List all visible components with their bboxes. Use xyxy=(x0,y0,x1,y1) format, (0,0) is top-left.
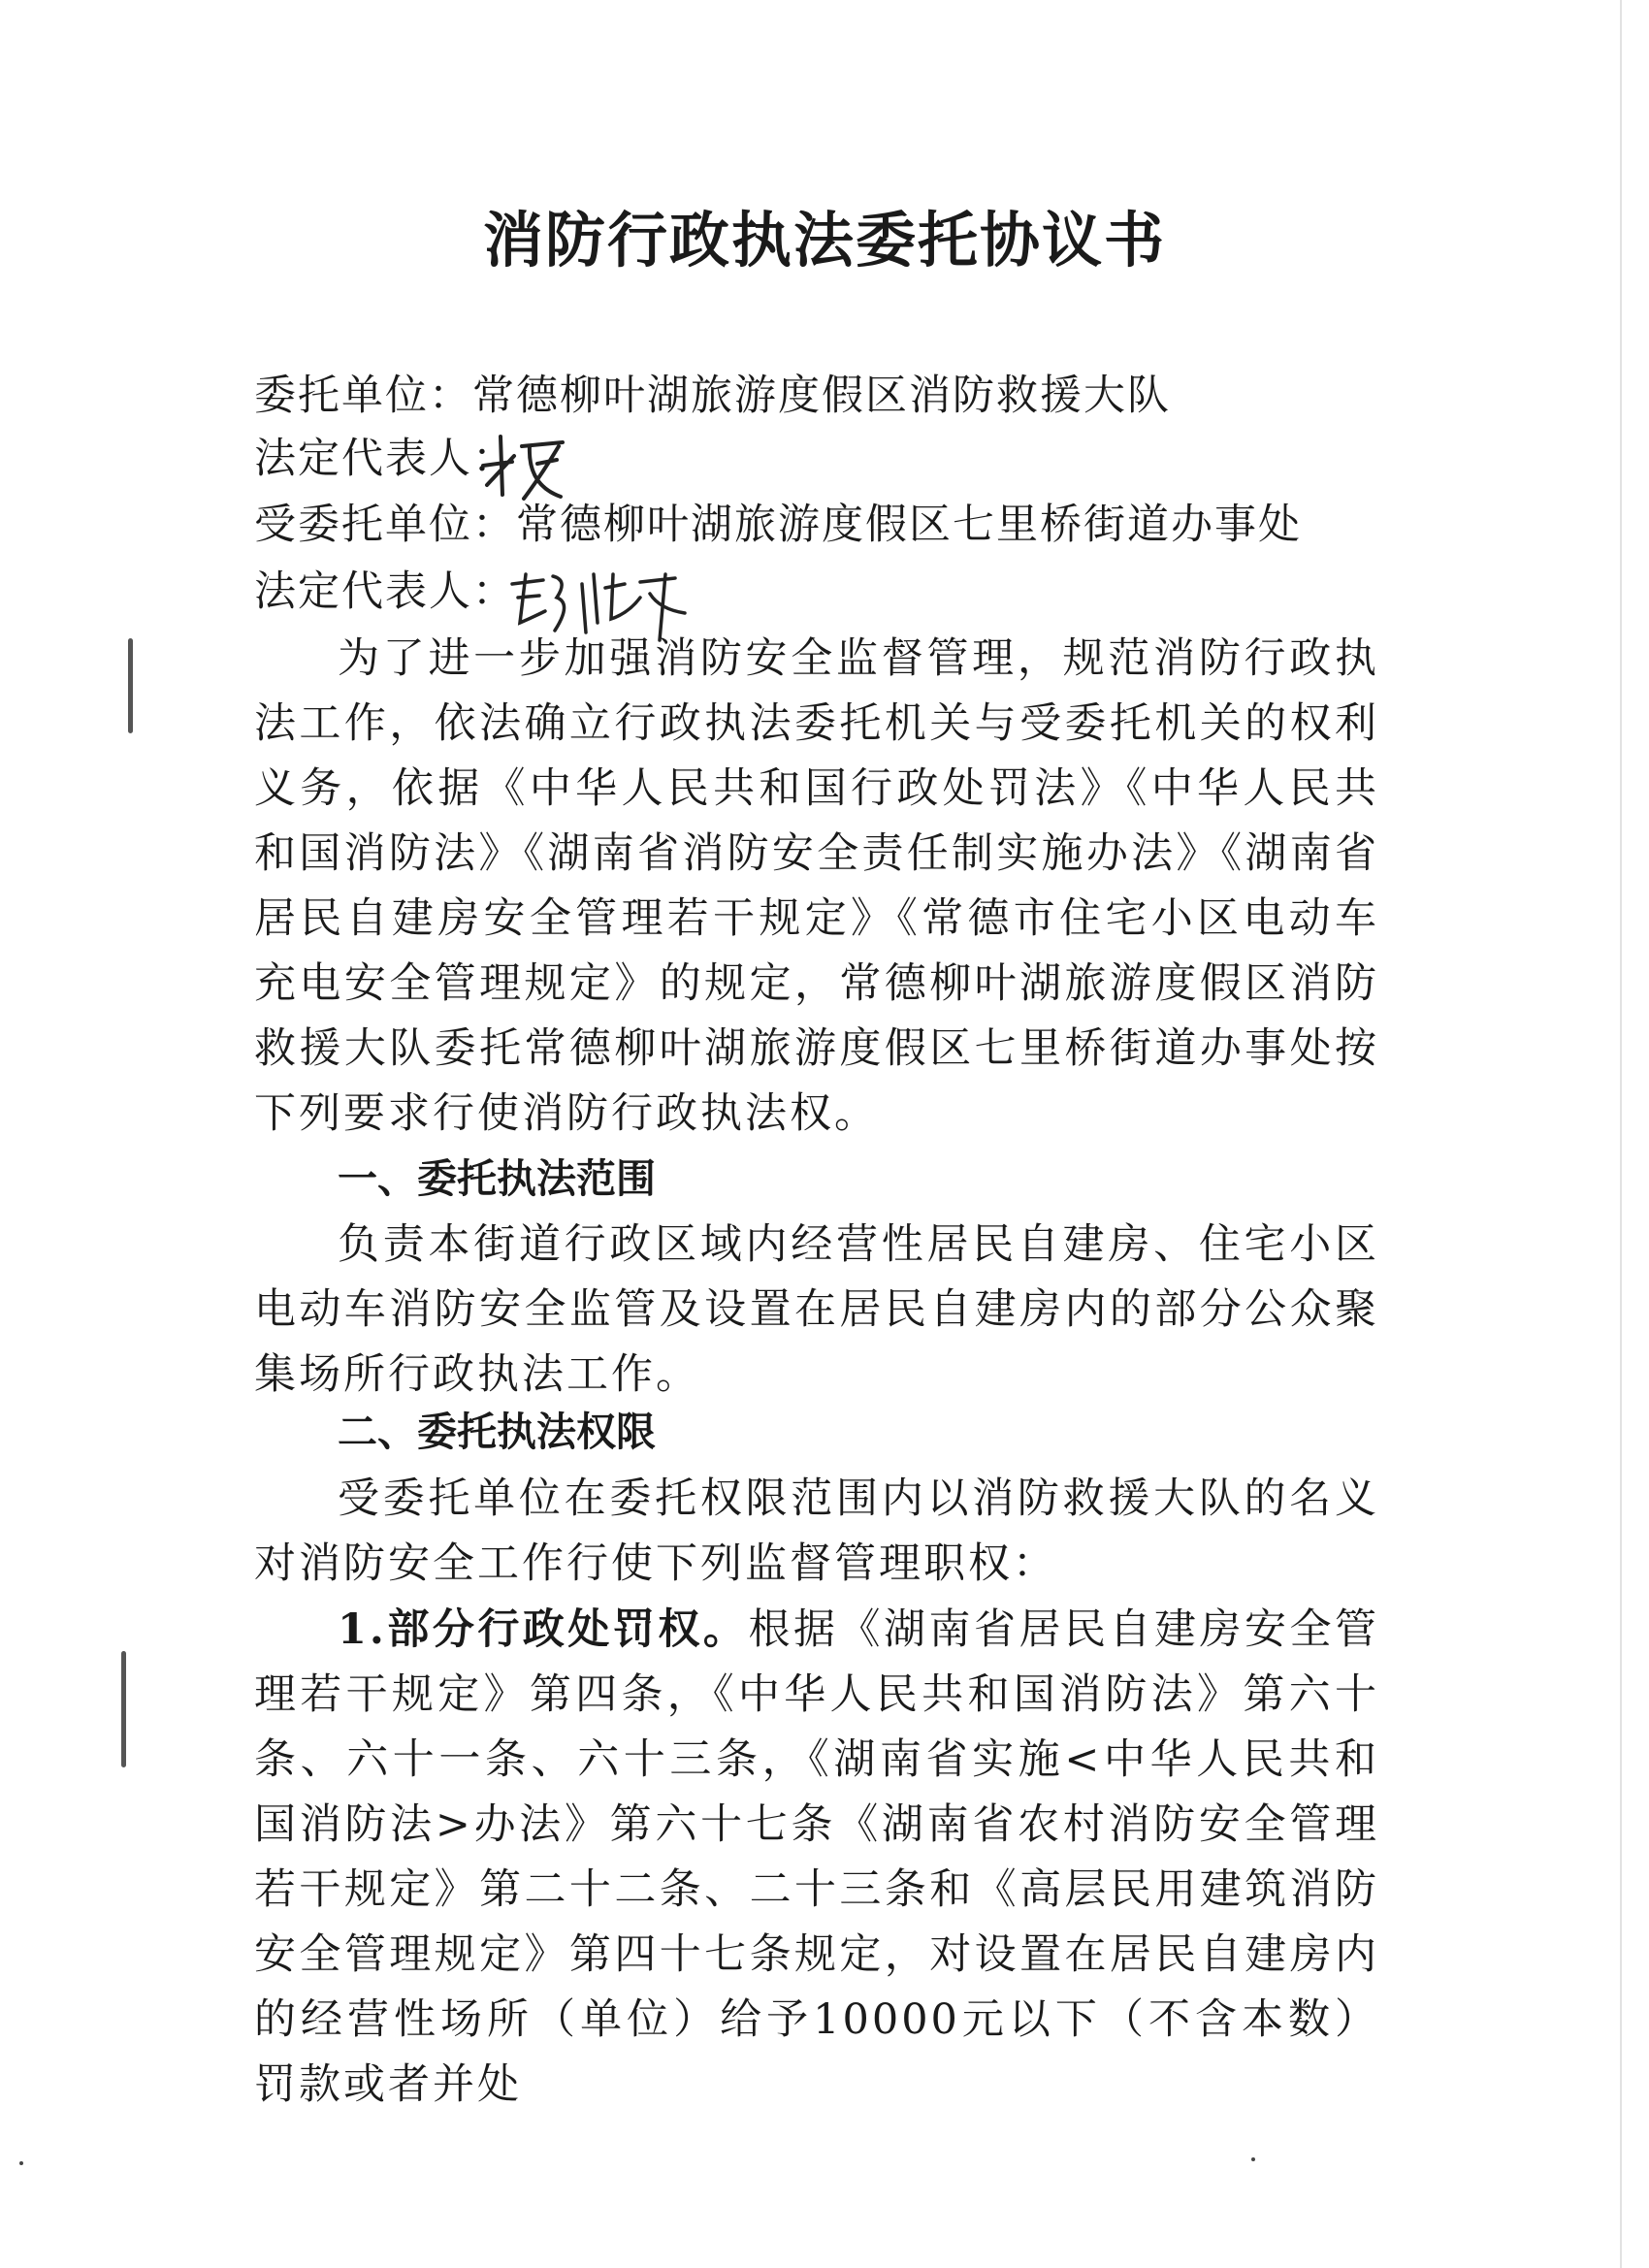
scan-speck xyxy=(19,2161,23,2165)
entrusting-unit-line xyxy=(254,372,1171,420)
entrusting-unit-label: 委托单位： xyxy=(254,372,472,420)
entrusted-unit-name: 常德柳叶湖旅游度假区七里桥街道办事处 xyxy=(516,501,1302,549)
binder-hole-mark-1 xyxy=(128,638,133,733)
intro-paragraph: 为了进一步加强消防安全监督管理，规范消防行政执法工作，依法确立行政执法委托机关与受委托机关的权利义务，依据《中华人民共和国行政处罚法》《中华人民共和国消防法》《湖南省消防安全责任制实施办法》《湖南省居民自建房安全管理若干规定》《常德市住宅小区电动车充电安全管理规定》的规定，常德柳叶湖旅游度假区消防救援大队委托常德柳叶湖旅游度假区七里桥街道办事处按下列要求行使消防行政执法权。 xyxy=(254,634,1379,1138)
item1-lead: 1.部分行政处罚权。 xyxy=(338,1605,749,1654)
section1-body: 负责本街道行政区域内经营性居民自建房、住宅小区电动车消防安全监管及设置在居民自建房内的部分公众聚集场所行政执法工作。 xyxy=(254,1220,1379,1399)
item1-paragraph xyxy=(254,1598,1379,2118)
section2-heading: 二、委托执法权限 xyxy=(338,1409,656,1455)
signature-1 xyxy=(473,417,580,504)
scan-speck xyxy=(1251,2157,1255,2161)
legal-rep-line-2 xyxy=(254,567,516,616)
legal-rep-label-2: 法定代表人： xyxy=(254,567,516,616)
binder-hole-mark-2 xyxy=(121,1651,126,1767)
item1-body: 根据《湖南省居民自建房安全管理若干规定》第四条，《中华人民共和国消防法》第六十条、六十一条、六十三条，《湖南省实施<中华人民共和国消防法>办法》第六十七条《湖南省农村消防安全管理若干规定》第二十二条、二十三条和《高层民用建筑消防安全管理规定》第四十七条规定，对设置在居民自建房内的经营性场所（单位）给予10000元以下（不含本数）罚款或者并处 xyxy=(254,1605,1380,2109)
entrusted-unit-line xyxy=(254,501,1302,549)
document-title: 消防行政执法委托协议书 xyxy=(482,205,1166,275)
scan-edge-line xyxy=(1620,0,1622,2268)
legal-rep-label-1: 法定代表人： xyxy=(254,435,516,483)
entrusted-unit-label: 受委托单位： xyxy=(254,501,516,549)
section2-body: 受委托单位在委托权限范围内以消防救援大队的名义对消防安全工作行使下列监督管理职权： xyxy=(254,1474,1379,1588)
section1-heading: 一、委托执法范围 xyxy=(338,1155,656,1202)
entrusting-unit-name: 常德柳叶湖旅游度假区消防救援大队 xyxy=(472,372,1171,420)
